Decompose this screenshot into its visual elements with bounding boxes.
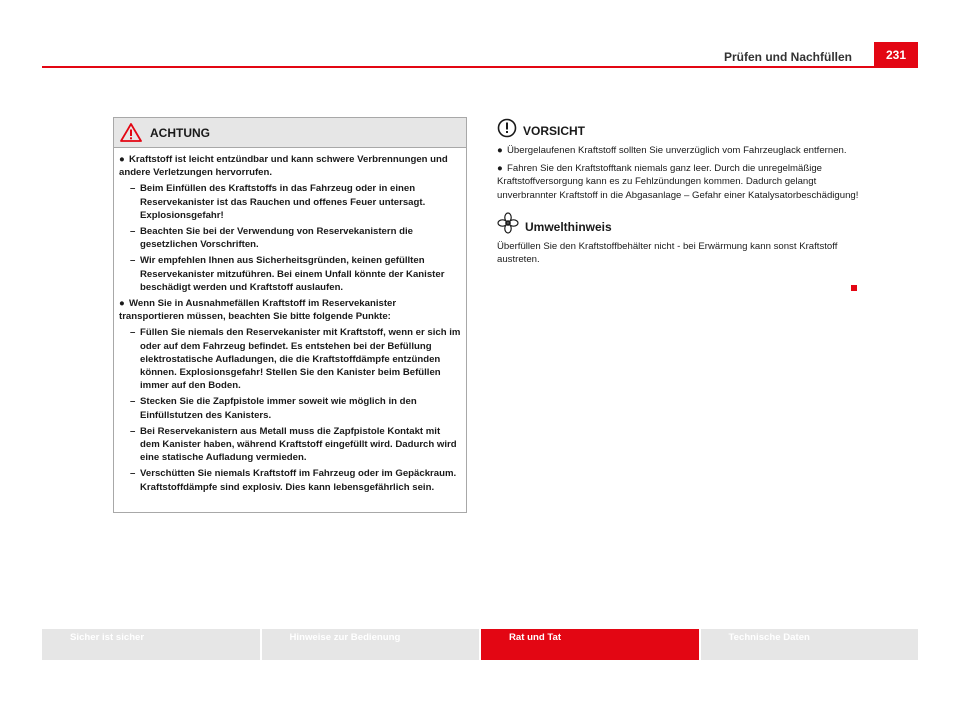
caution-item [497,162,867,202]
flower-icon [497,212,519,234]
bullet-marker: ● [119,154,125,165]
warning-title: ACHTUNG [150,125,210,140]
warning-sub-item [130,425,461,465]
page-header-title: Prüfen und Nachfüllen [723,50,852,64]
warning-item-text: Bei Reservekanistern aus Metall muss die Zapfpistole Kontakt mit dem Kanister haben, während Kraftstoff eingefüllt wird. Dadurch wird eine statische Aufladung vermieden. [140,425,457,464]
dash-marker: – [130,255,136,267]
footer-tab[interactable]: Rat und Tat [481,629,699,660]
bullet-marker: ● [119,298,125,310]
caution-item-text: Übergelaufenen Kraftstoff sollten Sie unverzüglich vom Fahrzeuglack entfernen. [507,145,847,156]
caution-item-text: Fahren Sie den Kraftstofftank niemals ganz leer. Durch die unregelmäßige Kraftstoffversorgung kann es zu Fehlzündungen kommen. Dadurch gelangt unverbrannter Kraftstoff in die Abgasanlage – Gefahr einer Katalysatorbeschädigung! [497,163,859,201]
warning-item-text: Kraftstoff ist leicht entzündbar und kann schwere Verbrennungen und andere Verletzungen hervorrufen. [119,154,448,179]
caution-body [497,144,867,202]
footer-tab[interactable]: Hinweise zur Bedienung [262,629,480,660]
environment-text: Überfüllen Sie den Kraftstoffbehälter nicht - bei Erwärmung kann sonst Kraftstoff austreten. [497,240,838,266]
warning-bullet-item [119,297,461,323]
warning-item-text: Füllen Sie niemals den Reservekanister mit Kraftstoff, wenn er sich im oder auf dem Fahrzeug befindet. Es entstehen bei der Befüllung elektrostatische Aufladungen, die die Kraftstoffdämpfe entzünden können. Explosionsgefahr! Stellen Sie den Kanister beim Befüllen immer auf den Boden. [140,327,461,392]
caution-header [497,118,867,138]
footer-tab[interactable]: Technische Daten [701,629,919,660]
warning-triangle-icon [120,123,142,142]
exclamation-circle-icon [497,118,517,138]
warning-sub-item [130,395,461,421]
warning-sub-item [130,182,461,222]
warning-header [114,118,466,148]
warning-item-text: Beachten Sie bei der Verwendung von Reservekanistern die gesetzlichen Vorschriften. [140,226,413,251]
warning-sub-item [130,467,461,493]
dash-marker: – [130,327,136,339]
section-end-mark [851,285,857,291]
warning-sub-item [130,254,461,294]
warning-item-text: Verschütten Sie niemals Kraftstoff im Fahrzeug oder im Gepäckraum. Kraftstoffdämpfe sind explosiv. Dies kann lebensgefährlich sein. [140,468,457,493]
bullet-marker: ● [497,145,503,156]
right-column [497,118,867,271]
warning-sub-item [130,326,461,392]
warning-box [113,117,467,513]
warning-body [114,148,466,494]
warning-item-text: Stecken Sie die Zapfpistole immer soweit wie möglich in den Einfüllstutzen des Kanisters. [140,396,417,421]
environment-section [497,212,867,266]
dash-marker: – [130,396,136,408]
warning-item-text: Beim Einfüllen des Kraftstoffs in das Fahrzeug oder in einen Reservekanister ist das Rauchen und offenes Feuer untersagt. Explosionsgefahr! [140,183,426,221]
page-number: 231 [874,42,918,68]
warning-item-text: Wenn Sie in Ausnahmefällen Kraftstoff im Reservekanister transportieren müssen, beachten Sie bitte folgende Punkte: [119,298,397,323]
bullet-marker: ● [497,163,503,175]
dash-marker: – [130,425,136,437]
warning-bullet-item [119,153,461,179]
dash-marker: – [130,468,136,480]
warning-sub-item [130,225,461,251]
footer-tab[interactable]: Sicher ist sicher [42,629,260,660]
dash-marker: – [130,226,136,238]
header-rule [42,66,918,68]
caution-item [497,144,867,157]
environment-header [497,212,867,234]
footer-tabs [42,629,918,660]
environment-title: Umwelthinweis [525,219,612,234]
dash-marker: – [130,183,136,195]
warning-item-text: Wir empfehlen Ihnen aus Sicherheitsgründen, keinen gefüllten Reservekanister mitzuführen. Bei einem Unfall könnte der Kanister beschädigt werden und Kraftstoff auslaufen. [140,255,445,293]
caution-title: VORSICHT [523,123,586,138]
